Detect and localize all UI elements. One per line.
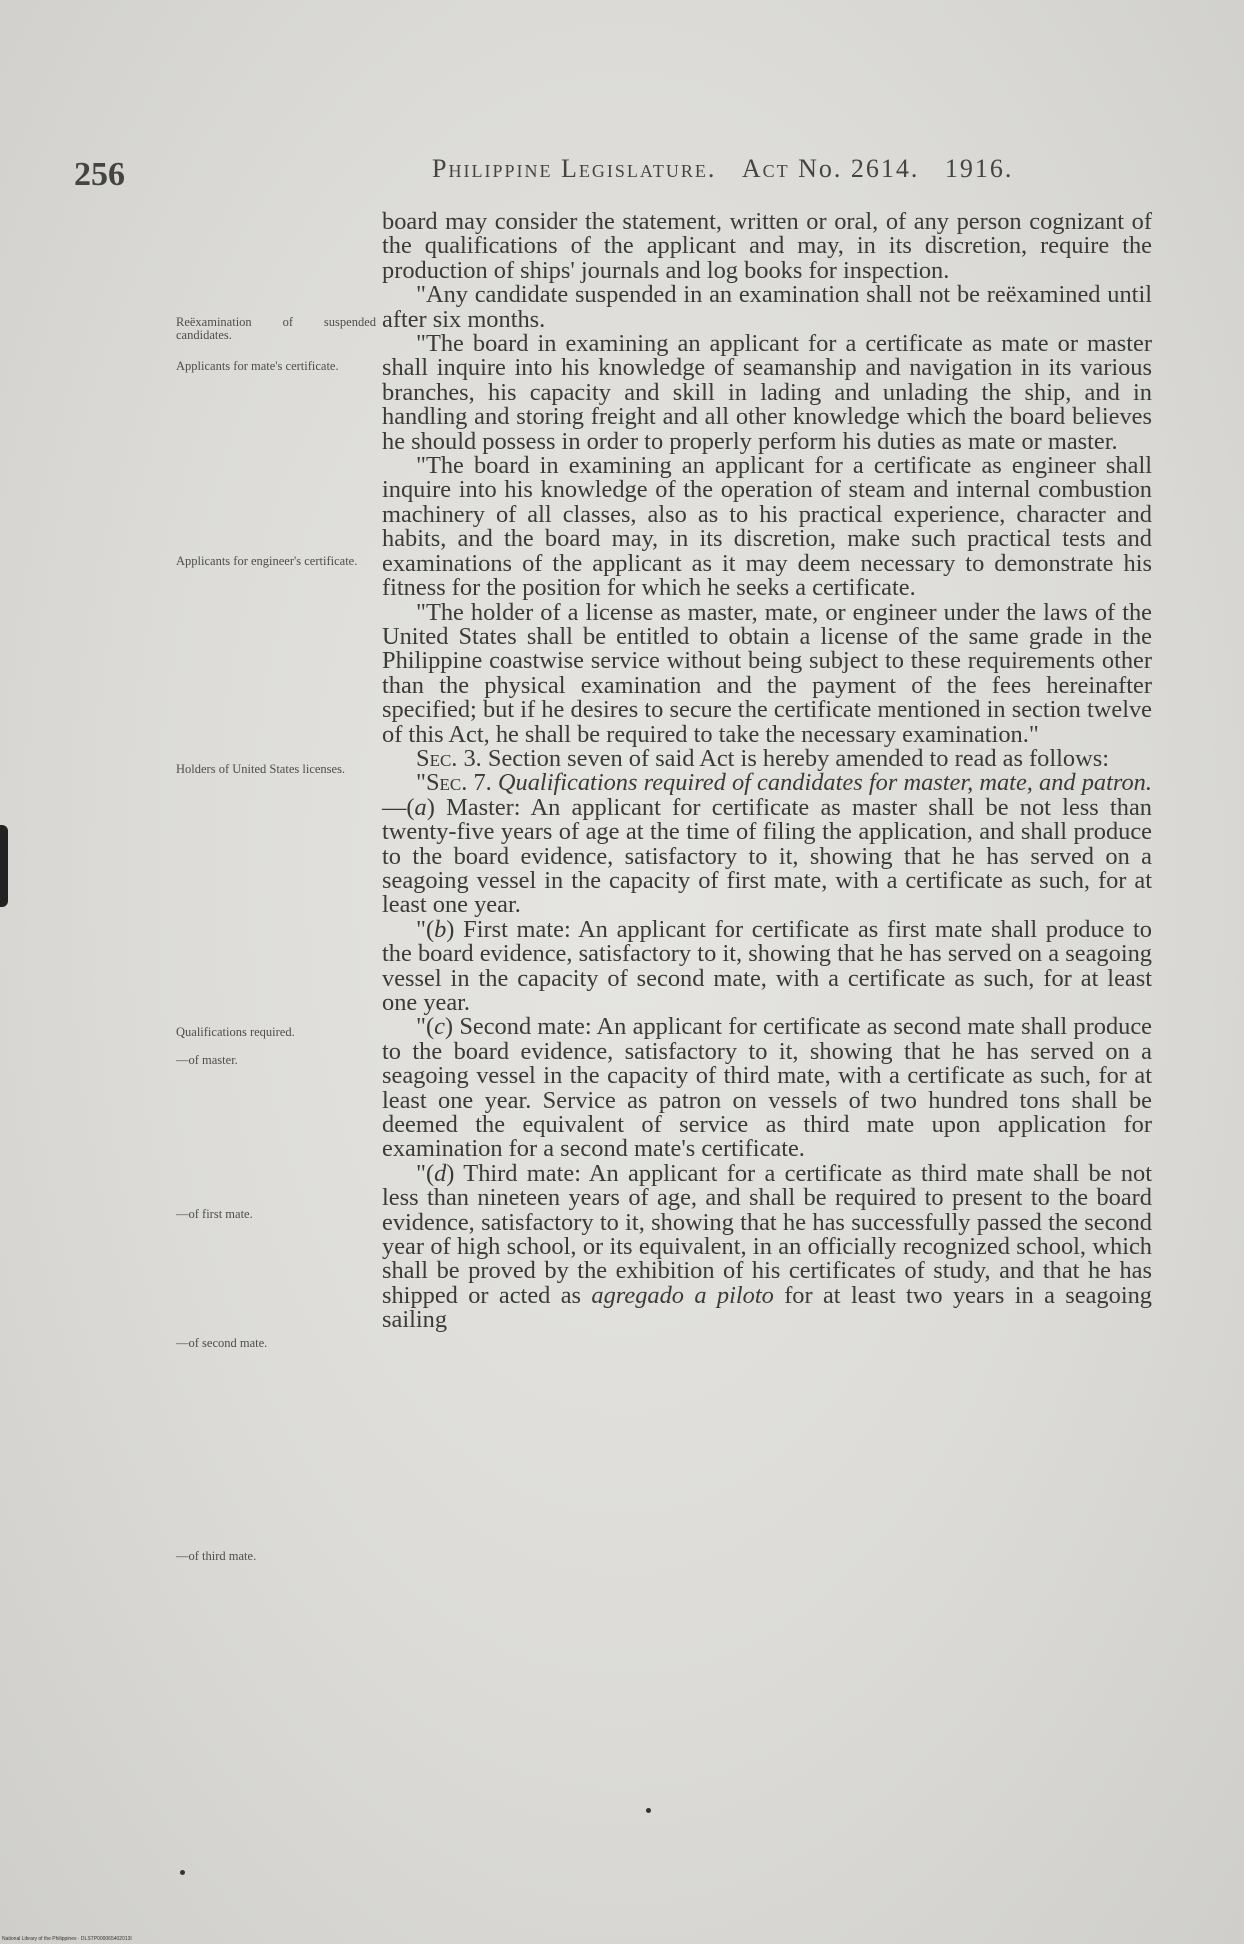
running-head-legislature-1: Philippine: [432, 154, 553, 183]
paragraph: "The board in examining an applicant for a certificate as mate or master shall inquire into his knowledge of seamanship and navigation in its various branches, his capacity and skill in lading and unlading the ship, and in handling and storing freight and all other knowledge which the board believes he should possess in order to properly perform his duties as mate or master.: [382, 330, 1152, 455]
paragraph-text: Third mate: An applicant for a certificate as third mate shall be not less than nineteen years of age, and shall be required to present to the board evidence, satisfactory to it, showing that he has successfully passed the second year of high school, or its equivalent, in an officially recognized school, which shall be proved by the exhibition of his certificates of study, and that he has shipped or acted as: [382, 1159, 1152, 1309]
enum-letter: b: [434, 915, 447, 943]
margin-note-engineer-applicants: Applicants for engineer's certificate.: [176, 554, 358, 568]
paragraph-text: for at least two years in a seagoing sailing: [382, 1281, 1152, 1334]
running-head-act-label: Act: [741, 154, 790, 183]
italic-term: agregado a piloto: [591, 1281, 774, 1309]
enum-close: ): [446, 915, 455, 943]
paragraph-text: First mate: An applicant for certificate as first mate shall produce to the board evidence, satisfactory to it, showing that he has served on a seagoing vessel in the capacity of second mate, with a certificate as such, for at least one year.: [382, 915, 1152, 1016]
paragraph: [382, 915, 1152, 1016]
section-title: Qualifications required of candidates for master, mate, and patron.: [497, 769, 1152, 797]
enum-open: "(: [416, 1013, 435, 1041]
margin-note-of-third-mate: —of third mate.: [176, 1549, 257, 1563]
paragraph: "Any candidate suspended in an examination shall not be reëxamined until after six months.: [382, 281, 1152, 333]
enum-close: ): [444, 1013, 454, 1041]
running-head-legislature-2: Legislature.: [560, 154, 717, 183]
running-head-year: 1916.: [944, 154, 1014, 183]
footer-scan-id: National Library of the Philippines · DLSTP000065402013I: [2, 1936, 132, 1942]
section-label: Sec. 3.: [416, 744, 482, 772]
enum-close: ): [446, 1159, 455, 1187]
margin-note-mate-applicants: Applicants for mate's certificate.: [176, 359, 339, 373]
running-head: [432, 154, 1013, 184]
enum-letter: c: [434, 1013, 445, 1041]
margin-note-us-licenses: Holders of United States licenses.: [176, 762, 346, 776]
margin-note-of-first-mate: —of first mate.: [176, 1207, 253, 1221]
enum-letter: d: [434, 1159, 447, 1187]
margin-note-of-second-mate: —of second mate.: [176, 1336, 268, 1350]
enum-open: "(: [416, 1159, 435, 1187]
paragraph-text: Section seven of said Act is hereby amended to read as follows:: [487, 744, 1110, 772]
page-number: 256: [74, 156, 125, 193]
paragraph: "The holder of a license as master, mate, or engineer under the laws of the United States shall be entitled to obtain a license of the same grade in the Philippine coastwise service without being subject to these requirements other than the physical examination and the payment of the fees hereinafter specified; but if he desires to secure the certificate mentioned in section twelve of this Act, he shall be required to take the necessary examination.": [382, 598, 1152, 748]
margin-note-reexamination: Reëxamination of suspended candidates.: [176, 315, 376, 342]
paragraph: [382, 744, 1152, 772]
enum-open: —(: [382, 793, 415, 821]
enum-open: "(: [416, 915, 435, 943]
margin-note-of-master: —of master.: [176, 1053, 238, 1067]
paragraph: "The board in examining an applicant for a certificate as engineer shall inquire into his knowledge of the operation of steam and internal combustion machinery of all classes, also as to his practical experience, character and habits, and the board may, in its discretion, make such practical tests and examinations of the applicant as it may deem necessary to demonstrate his fitness for the position for which he seeks a certificate.: [382, 452, 1152, 602]
body-text: [382, 210, 1152, 1333]
running-head-act-number: No. 2614.: [798, 154, 920, 183]
enum-letter: a: [414, 793, 427, 821]
margin-note-qualifications: Qualifications required.: [176, 1025, 295, 1039]
section-label: Sec. 7.: [425, 769, 492, 797]
paragraph-text: Master: An applicant for certificate as master shall be not less than twenty-five years of age at the time of filing the application, and shall produce to the board evidence, satisfactory to it, showing that he has served on a seagoing vessel in the capacity of first mate, with a certificate as such, for at least one year.: [382, 793, 1152, 919]
scan-speck: [180, 1870, 185, 1875]
paragraph: [382, 1015, 1152, 1161]
paragraph: [382, 771, 1152, 917]
paragraph: board may consider the statement, written or oral, of any person cognizant of the qualifications of the applicant and may, in its discretion, require the production of ships' journals and log books for inspection.: [382, 208, 1152, 284]
scan-speck: [646, 1808, 651, 1813]
paragraph: [382, 1159, 1152, 1334]
quote-mark: ": [416, 769, 426, 797]
enum-close: ): [426, 793, 435, 821]
paragraph-text: Second mate: An applicant for certificate as second mate shall produce to the board evidence, satisfactory to it, showing that he has served on a seagoing vessel in the capacity of third mate, with a certificate as such, for at least one year. Service as patron on vessels of two hundred tons shall be deemed the equivalent of service as third mate upon application for examination for a second mate's certificate.: [382, 1013, 1152, 1163]
scan-edge-mark: [0, 825, 8, 907]
